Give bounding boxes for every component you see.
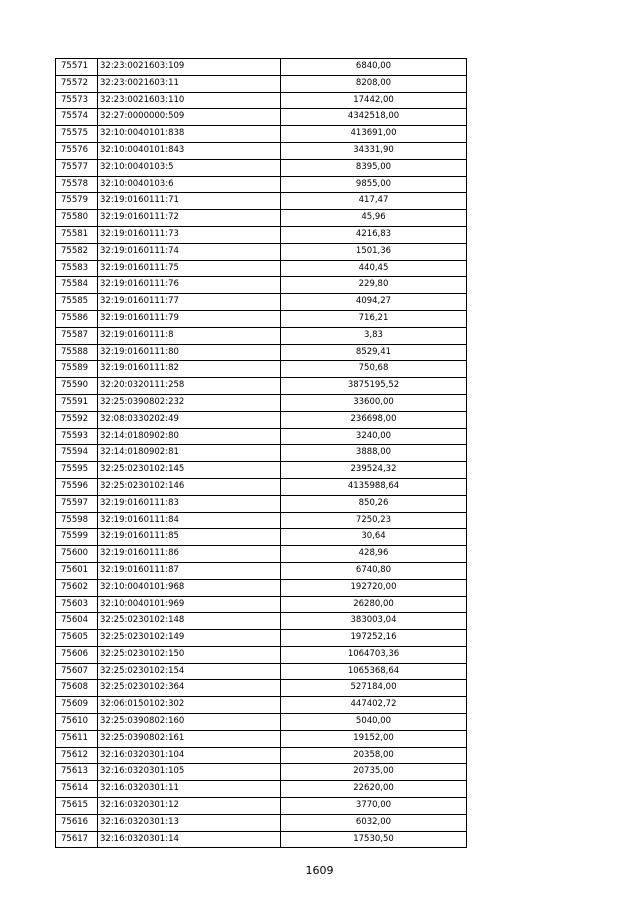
table-row: [56, 226, 467, 243]
cadastral-number-cell: 32:19:0160111:74: [98, 243, 281, 260]
cadastral-number-cell: 32:08:0330202:49: [98, 411, 281, 428]
cadastral-value-cell: 34331,90: [281, 142, 467, 159]
cadastral-number-cell: 32:19:0160111:75: [98, 260, 281, 277]
table-row: [56, 428, 467, 445]
cadastral-number-cell: 32:10:0040101:969: [98, 596, 281, 613]
row-number-cell: 75588: [56, 344, 98, 361]
row-number-cell: 75592: [56, 411, 98, 428]
cadastral-value-cell: 383003,04: [281, 613, 467, 630]
cadastral-value-cell: 413691,00: [281, 126, 467, 143]
row-number-cell: 75576: [56, 142, 98, 159]
row-number-cell: 75583: [56, 260, 98, 277]
row-number-cell: 75580: [56, 210, 98, 227]
table-row: [56, 613, 467, 630]
cadastral-number-cell: 32:19:0160111:79: [98, 310, 281, 327]
table-row: [56, 394, 467, 411]
row-number-cell: 75572: [56, 75, 98, 92]
cadastral-number-cell: 32:27:0000000:509: [98, 109, 281, 126]
table-row: [56, 327, 467, 344]
table-row: [56, 478, 467, 495]
cadastral-number-cell: 32:10:0040101:838: [98, 126, 281, 143]
cadastral-number-cell: 32:19:0160111:87: [98, 562, 281, 579]
row-number-cell: 75571: [56, 59, 98, 76]
row-number-cell: 75597: [56, 495, 98, 512]
row-number-cell: 75586: [56, 310, 98, 327]
cadastral-value-table: [55, 58, 467, 848]
table-row: [56, 193, 467, 210]
table-row: [56, 747, 467, 764]
cadastral-value-cell: 45,96: [281, 210, 467, 227]
cadastral-number-cell: 32:10:0040103:6: [98, 176, 281, 193]
cadastral-value-cell: 1501,36: [281, 243, 467, 260]
cadastral-value-cell: 8208,00: [281, 75, 467, 92]
cadastral-value-cell: 17530,50: [281, 831, 467, 848]
cadastral-number-cell: 32:23:0021603:11: [98, 75, 281, 92]
table-row: [56, 126, 467, 143]
table-row: [56, 764, 467, 781]
row-number-cell: 75593: [56, 428, 98, 445]
table-row: [56, 680, 467, 697]
table-row: [56, 176, 467, 193]
cadastral-value-cell: 1064703,36: [281, 646, 467, 663]
cadastral-number-cell: 32:19:0160111:85: [98, 529, 281, 546]
row-number-cell: 75609: [56, 697, 98, 714]
table-row: [56, 512, 467, 529]
cadastral-number-cell: 32:25:0230102:145: [98, 462, 281, 479]
cadastral-value-cell: 6840,00: [281, 59, 467, 76]
cadastral-value-cell: 9855,00: [281, 176, 467, 193]
cadastral-value-cell: 3888,00: [281, 445, 467, 462]
cadastral-number-cell: 32:16:0320301:13: [98, 814, 281, 831]
table-row: [56, 210, 467, 227]
table-row: [56, 596, 467, 613]
table-row: [56, 277, 467, 294]
row-number-cell: 75579: [56, 193, 98, 210]
cadastral-number-cell: 32:10:0040101:968: [98, 579, 281, 596]
row-number-cell: 75617: [56, 831, 98, 848]
cadastral-value-cell: 716,21: [281, 310, 467, 327]
row-number-cell: 75608: [56, 680, 98, 697]
cadastral-value-cell: 239524,32: [281, 462, 467, 479]
row-number-cell: 75603: [56, 596, 98, 613]
table-row: [56, 814, 467, 831]
table-row: [56, 831, 467, 848]
cadastral-value-cell: 229,80: [281, 277, 467, 294]
table-row: [56, 92, 467, 109]
cadastral-number-cell: 32:16:0320301:11: [98, 781, 281, 798]
cadastral-value-cell: 4342518,00: [281, 109, 467, 126]
cadastral-number-cell: 32:16:0320301:12: [98, 798, 281, 815]
table-row: [56, 462, 467, 479]
row-number-cell: 75584: [56, 277, 98, 294]
table-row: [56, 562, 467, 579]
row-number-cell: 75607: [56, 663, 98, 680]
cadastral-value-cell: 8529,41: [281, 344, 467, 361]
cadastral-value-cell: 447402,72: [281, 697, 467, 714]
row-number-cell: 75606: [56, 646, 98, 663]
cadastral-value-cell: 22620,00: [281, 781, 467, 798]
row-number-cell: 75589: [56, 361, 98, 378]
cadastral-number-cell: 32:23:0021603:109: [98, 59, 281, 76]
cadastral-number-cell: 32:25:0390802:161: [98, 730, 281, 747]
cadastral-value-cell: 3,83: [281, 327, 467, 344]
row-number-cell: 75585: [56, 294, 98, 311]
cadastral-number-cell: 32:19:0160111:76: [98, 277, 281, 294]
cadastral-number-cell: 32:19:0160111:80: [98, 344, 281, 361]
cadastral-value-cell: 5040,00: [281, 714, 467, 731]
cadastral-number-cell: 32:25:0230102:154: [98, 663, 281, 680]
row-number-cell: 75613: [56, 764, 98, 781]
cadastral-number-cell: 32:23:0021603:110: [98, 92, 281, 109]
cadastral-value-cell: 1065368,64: [281, 663, 467, 680]
cadastral-number-cell: 32:19:0160111:82: [98, 361, 281, 378]
cadastral-value-cell: 4216,83: [281, 226, 467, 243]
cadastral-value-cell: 3770,00: [281, 798, 467, 815]
table-row: [56, 378, 467, 395]
table-row: [56, 730, 467, 747]
cadastral-number-cell: 32:25:0230102:364: [98, 680, 281, 697]
table-row: [56, 798, 467, 815]
row-number-cell: 75605: [56, 630, 98, 647]
cadastral-number-cell: 32:25:0390802:232: [98, 394, 281, 411]
cadastral-value-cell: 26280,00: [281, 596, 467, 613]
cadastral-number-cell: 32:19:0160111:72: [98, 210, 281, 227]
row-number-cell: 75577: [56, 159, 98, 176]
row-number-cell: 75594: [56, 445, 98, 462]
cadastral-value-cell: 20735,00: [281, 764, 467, 781]
table-row: [56, 260, 467, 277]
row-number-cell: 75610: [56, 714, 98, 731]
cadastral-number-cell: 32:16:0320301:14: [98, 831, 281, 848]
row-number-cell: 75574: [56, 109, 98, 126]
cadastral-value-cell: 6032,00: [281, 814, 467, 831]
cadastral-number-cell: 32:19:0160111:86: [98, 546, 281, 563]
table-row: [56, 411, 467, 428]
cadastral-number-cell: 32:25:0390802:160: [98, 714, 281, 731]
cadastral-value-cell: 4094,27: [281, 294, 467, 311]
row-number-cell: 75614: [56, 781, 98, 798]
row-number-cell: 75590: [56, 378, 98, 395]
table-row: [56, 529, 467, 546]
cadastral-number-cell: 32:06:0150102:302: [98, 697, 281, 714]
table-row: [56, 579, 467, 596]
row-number-cell: 75615: [56, 798, 98, 815]
cadastral-number-cell: 32:14:0180902:81: [98, 445, 281, 462]
cadastral-value-cell: 33600,00: [281, 394, 467, 411]
table-body: [56, 59, 467, 848]
row-number-cell: 75604: [56, 613, 98, 630]
table-row: [56, 142, 467, 159]
cadastral-value-cell: 17442,00: [281, 92, 467, 109]
table-row: [56, 646, 467, 663]
cadastral-value-cell: 4135988,64: [281, 478, 467, 495]
table-row: [56, 294, 467, 311]
table-row: [56, 663, 467, 680]
cadastral-value-cell: 19152,00: [281, 730, 467, 747]
cadastral-value-cell: 3240,00: [281, 428, 467, 445]
page-number: 1609: [305, 864, 334, 877]
cadastral-value-cell: 30,64: [281, 529, 467, 546]
row-number-cell: 75612: [56, 747, 98, 764]
cadastral-number-cell: 32:25:0230102:148: [98, 613, 281, 630]
cadastral-number-cell: 32:25:0230102:150: [98, 646, 281, 663]
cadastral-number-cell: 32:10:0040103:5: [98, 159, 281, 176]
table-row: [56, 59, 467, 76]
table-row: [56, 630, 467, 647]
table-row: [56, 697, 467, 714]
cadastral-value-cell: 440,45: [281, 260, 467, 277]
table-row: [56, 75, 467, 92]
cadastral-value-cell: 6740,80: [281, 562, 467, 579]
row-number-cell: 75578: [56, 176, 98, 193]
row-number-cell: 75595: [56, 462, 98, 479]
row-number-cell: 75575: [56, 126, 98, 143]
cadastral-value-cell: 7250,23: [281, 512, 467, 529]
cadastral-number-cell: 32:25:0230102:146: [98, 478, 281, 495]
row-number-cell: 75573: [56, 92, 98, 109]
row-number-cell: 75602: [56, 579, 98, 596]
table-row: [56, 159, 467, 176]
cadastral-value-cell: 3875195,52: [281, 378, 467, 395]
cadastral-number-cell: 32:19:0160111:77: [98, 294, 281, 311]
table-row: [56, 109, 467, 126]
row-number-cell: 75582: [56, 243, 98, 260]
cadastral-value-cell: 192720,00: [281, 579, 467, 596]
row-number-cell: 75587: [56, 327, 98, 344]
cadastral-number-cell: 32:20:0320111:258: [98, 378, 281, 395]
cadastral-number-cell: 32:19:0160111:73: [98, 226, 281, 243]
cadastral-value-cell: 417,47: [281, 193, 467, 210]
cadastral-number-cell: 32:19:0160111:83: [98, 495, 281, 512]
row-number-cell: 75591: [56, 394, 98, 411]
cadastral-value-cell: 20358,00: [281, 747, 467, 764]
cadastral-number-cell: 32:19:0160111:71: [98, 193, 281, 210]
cadastral-value-cell: 428,96: [281, 546, 467, 563]
table-row: [56, 781, 467, 798]
cadastral-value-cell: 236698,00: [281, 411, 467, 428]
row-number-cell: 75581: [56, 226, 98, 243]
table-row: [56, 495, 467, 512]
row-number-cell: 75616: [56, 814, 98, 831]
cadastral-number-cell: 32:16:0320301:105: [98, 764, 281, 781]
table-row: [56, 546, 467, 563]
table-row: [56, 243, 467, 260]
cadastral-number-cell: 32:25:0230102:149: [98, 630, 281, 647]
cadastral-number-cell: 32:10:0040101:843: [98, 142, 281, 159]
row-number-cell: 75599: [56, 529, 98, 546]
cadastral-value-cell: 527184,00: [281, 680, 467, 697]
table-row: [56, 714, 467, 731]
cadastral-number-cell: 32:19:0160111:84: [98, 512, 281, 529]
row-number-cell: 75596: [56, 478, 98, 495]
table-row: [56, 344, 467, 361]
cadastral-value-cell: 850,26: [281, 495, 467, 512]
row-number-cell: 75598: [56, 512, 98, 529]
cadastral-value-cell: 197252,16: [281, 630, 467, 647]
table-row: [56, 445, 467, 462]
row-number-cell: 75601: [56, 562, 98, 579]
cadastral-number-cell: 32:16:0320301:104: [98, 747, 281, 764]
cadastral-number-cell: 32:14:0180902:80: [98, 428, 281, 445]
cadastral-number-cell: 32:19:0160111:8: [98, 327, 281, 344]
cadastral-value-cell: 750,68: [281, 361, 467, 378]
row-number-cell: 75611: [56, 730, 98, 747]
cadastral-value-cell: 8395,00: [281, 159, 467, 176]
table-row: [56, 310, 467, 327]
table-row: [56, 361, 467, 378]
row-number-cell: 75600: [56, 546, 98, 563]
